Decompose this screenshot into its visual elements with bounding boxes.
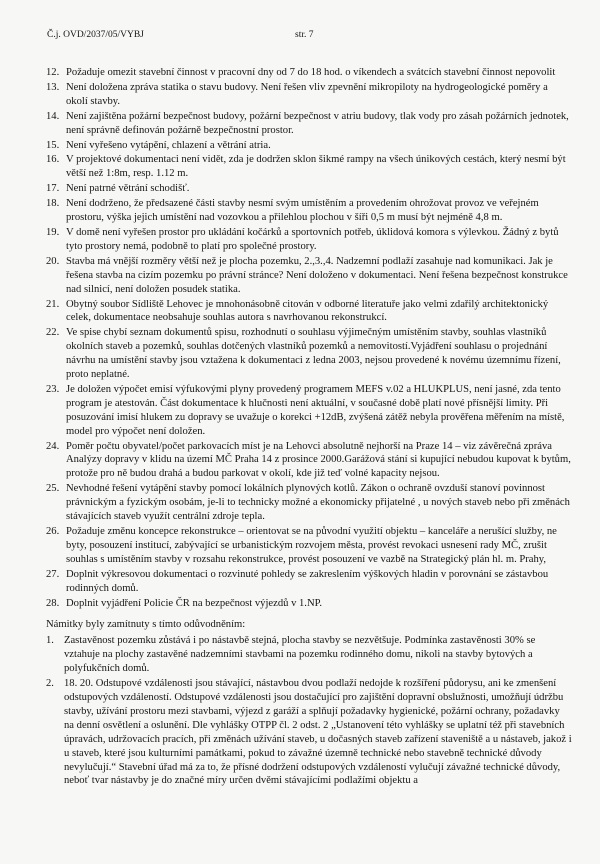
item-number: 14.: [46, 110, 60, 122]
objection-item: [46, 597, 572, 611]
item-number: 18.: [46, 198, 60, 210]
objection-item: [46, 197, 572, 225]
item-text: V projektové dokumentaci není vidět, zda je dodržen sklon šikmé rampy na všech únikových cestách, který nesmí být větší než 1:8m, resp. 1.12 m.: [66, 154, 566, 180]
objection-item: [46, 182, 572, 196]
item-text: Ve spise chybí seznam dokumentů spisu, rozhodnutí o souhlasu výjimečným umístěním stavby, souhlas vlastníků okolních staveb a pozemků, souhlas dotčených vlastníků pozemků a nemovitostí.Vyjádření souhlasu o projednání návrhu na umístění stavby jsou vztažena k dokumentaci z ledna 2003, nejsou provedené k novému územnímu řízení, proto neplatné.: [66, 327, 561, 381]
objection-item: [46, 81, 572, 109]
objection-list: [46, 66, 572, 610]
item-number: 17.: [46, 183, 60, 195]
page-header: [47, 30, 553, 44]
item-number: 27.: [46, 568, 60, 580]
objection-item: [46, 110, 572, 138]
objection-item: [46, 568, 572, 596]
item-text: 18. 20. Odstupové vzdálenosti jsou stávající, nástavbou dvou podlaží nedojde k rozšíření půdorysu, ani ke zmenšení odstupových vzdáleností. Odstupové vzdálenosti jsou dostačující pro zajištění dopravní obslužnosti, umožňují údržbu stavby, užívání prostoru mezi stavbami, výjezd z garáží a splňují požadavky hygienické, požární ochrany, požadavky na denní osvětlení a oslunění. Dle vyhlášky OTPP čl. 2 odst. 2 „Ustanovení této vyhlášky se uplatní též při stavebních úpravách, udržovacích pracích, při změnách užívání staveb, u dočasných staveb zařízení staveniště a u nástaveb, jakož i u staveb, které jsou kulturními památkami, pokud to závažné územně technické nebo stavebně technické důvody nevylučují.“ Stavební úřad má za to, že přísné dodržení odstupových vzdáleností vylučují závažné technické důvody, neboť tvar nástavby je do značné míry určen dvěmi stávajícími podlažími objektu a: [64, 678, 572, 787]
item-text: Není zajištěna požární bezpečnost budovy, požární bezpečnost v atriu budovy, tlak vody pro zásah požárních jednotek, není správně definován požárně bezpečnostní prostor.: [66, 110, 569, 136]
item-text: Zastavěnost pozemku zůstává i po nástavbě stejná, plocha stavby se nezvětšuje. Podmínka zastavěnosti 30% se vztahuje na plochy zastavěné nadzemními stavbami na pozemku rodinného domu, nikoli na stavby bytových a polyfukčních domů.: [64, 635, 536, 675]
item-number: 22.: [46, 327, 60, 339]
item-number: 20.: [46, 255, 60, 267]
reason-list: [46, 634, 572, 788]
item-text: Obytný soubor Sídliště Lehovec je mnohonásobně citován v odborné literatuře jako velmi zdařilý architektonický celek, dokumentace neobsahuje souhlas autora s navrhovanou rekonstrukcí.: [66, 298, 549, 324]
item-text: Je doložen výpočet emisí výfukovými plyny provedený programem MEFS v.02 a HLUKPLUS, není jasné, zda tento program je atestován. Část dokumentace k hlučnosti není aktuální, v současné době platí nové přísnější limity. Při posuzování imisí hlukem zu dopravy se uvažuje o korekci +12dB, zvýšená zátěž nebyla prověřena měřením na místě, model pro výpočet není doložen.: [66, 383, 565, 437]
item-number: 28.: [46, 597, 60, 609]
item-number: 1.: [46, 635, 54, 647]
reason-item: [46, 677, 572, 788]
item-text: Požaduje změnu koncepce rekonstrukce – orientovat se na původní využití objektu – kanceláře a nerušící služby, ne byty, posouzení institucí, zabývající se urbanistickým rozvojem města, provést revokaci usnesení rady MČ, zrušit souhlas s umístěním stavby v rozsahu rekonstrukce, provést posouzení ve vazbě na Strategický plán hl. m. Prahy,: [66, 526, 557, 565]
objection-item: [46, 139, 572, 153]
objection-item: [46, 383, 572, 439]
item-number: 12.: [46, 67, 60, 78]
item-text: Požaduje omezit stavební činnost v pracovní dny od 7 do 18 hod. o víkendech a svátcích stavební činnost nepovolit: [66, 67, 556, 78]
document-body: [46, 66, 572, 789]
item-number: 21.: [46, 298, 60, 310]
page-number: str. 7: [295, 30, 314, 40]
reasons-heading: Námitky byly zamítnuty s tímto odůvodněním:: [46, 619, 246, 631]
item-text: Není doložena zpráva statika o stavu budovy. Není řešen vliv zpevnění mikropiloty na hydrogeologické poměry a okolí stavby.: [66, 81, 548, 107]
item-number: 25.: [46, 483, 60, 495]
item-text: Nevhodné řešení vytápění stavby pomocí lokálních plynových kotlů. Zákon o ochraně ovzduší stanoví povinnost právnickým a fyzickým osobám, je-li to technicky možné a ekonomicky přijatelné , u nových staveb nebo při změnách stávajících staveb využít centrální zdroje tepla.: [66, 483, 570, 523]
objection-item: [46, 525, 572, 567]
item-text: V domě není vyřešen prostor pro ukládání kočárků a sportovních potřeb, úklidová komora s výlevkou. Žádný z bytů tyto prostory nemá, podobně to platí pro společné prostory.: [66, 226, 559, 252]
objection-item: [46, 298, 572, 326]
item-text: Doplnit vyjádření Policie ČR na bezpečnost výjezdů v 1.NP.: [66, 597, 322, 609]
item-text: Není dodrženo, že předsazené části stavby nesmí svým umístěním a provedením ohrožovat provoz ve veřejném prostoru, výška jejich umístění nad vozovkou a přilehlou plochou v šíři 0,5 m musí být nejméně 4,8 m.: [66, 198, 539, 224]
item-text: Není vyřešeno vytápění, chlazení a větrání atria.: [66, 139, 271, 151]
objection-item: [46, 326, 572, 382]
item-text: Poměr počtu obyvatel/počet parkovacích míst je na Lehovci absolutně nejhorší na Praze 14 – viz závěrečná zpráva Analýzy dopravy v klidu na území MČ Praha 14 z prosince 2000.Garážová stání si kupující nebudou kupovat k bytům, protože pro ně budou drahá a budou parkovat v okolí, kde již teď volné kapacity nejsou.: [66, 440, 571, 480]
reason-item: [46, 634, 572, 676]
objection-item: [46, 482, 572, 524]
item-number: 2.: [46, 678, 54, 690]
item-number: 19.: [46, 226, 60, 238]
objection-item: [46, 255, 572, 297]
item-text: Doplnit výkresovou dokumentaci o rozvinuté pohledy se zakreslením výškových hladin v porovnání se zástavbou rodinných domů.: [66, 568, 549, 594]
item-number: 23.: [46, 383, 60, 395]
reference-number: Č.j. OVD/2037/05/VYBJ: [47, 30, 144, 40]
item-text: Stavba má vnější rozměry větší než je plocha pozemku, 2.,3.,4. Nadzemní podlaží zasahuje nad komunikaci. Jak je řešena stavba na cizím pozemku po právní stránce? Není doloženo v dokumentaci. Není řešena bezpečnost konstrukce nad silnicí, není doložen posudek statika.: [66, 255, 568, 295]
item-number: 26.: [46, 526, 60, 537]
item-number: 15.: [46, 139, 60, 151]
objection-item: [46, 440, 572, 482]
item-number: 16.: [46, 154, 60, 166]
objection-item: [46, 153, 572, 181]
item-text: Není patrné větrání schodišť.: [66, 183, 190, 195]
item-number: 13.: [46, 81, 60, 93]
objection-item: [46, 66, 572, 80]
item-number: 24.: [46, 440, 60, 452]
objection-item: [46, 226, 572, 254]
